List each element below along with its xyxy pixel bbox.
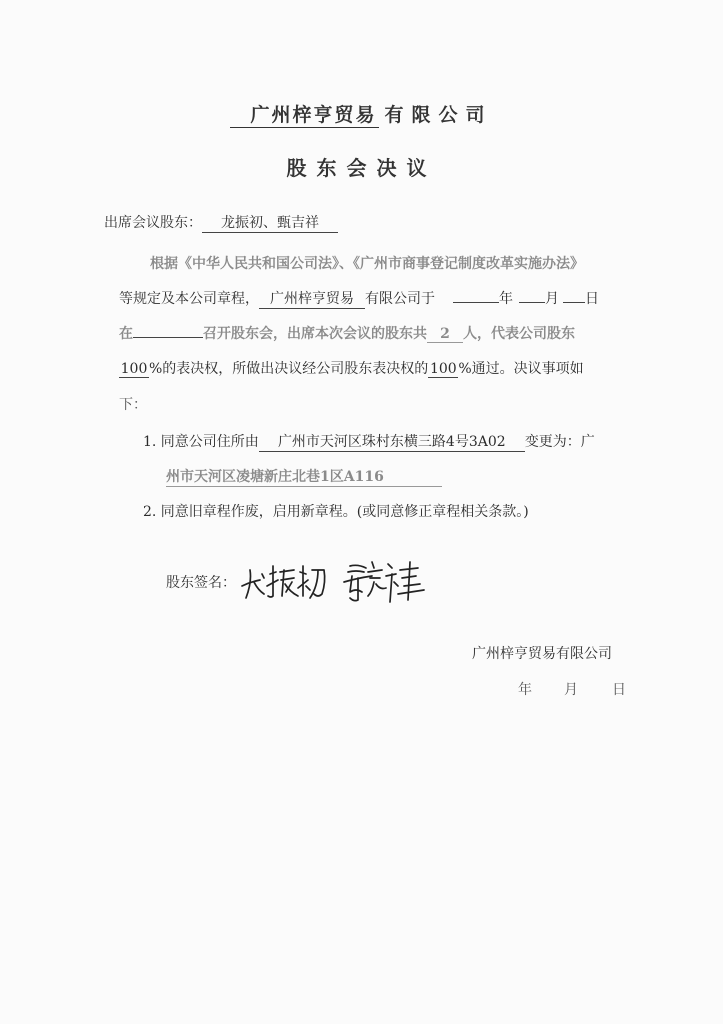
meeting-place-blank <box>133 337 203 338</box>
line2-prefix: 等规定及本公司章程， <box>119 291 259 307</box>
new-address: 州市天河区凌塘新庄北巷1区A116 <box>166 466 442 487</box>
body-line-2 <box>119 288 599 309</box>
vote-percent-1: 100 <box>120 361 148 377</box>
footer-month: 月 <box>564 682 578 698</box>
body-line-4 <box>119 358 584 378</box>
shareholder-signatures <box>240 552 430 604</box>
month-label: 月 <box>545 291 559 307</box>
attendees-names: 龙振初、甄吉祥 <box>202 212 338 233</box>
shareholder-count: 2 <box>427 326 463 343</box>
document-title: 股东会决议 <box>286 156 437 180</box>
body-line-5: 下： <box>119 397 147 413</box>
line3-at: 在 <box>119 326 133 342</box>
law-reference: 根据《中华人民共和国公司法》、《广州市商事登记制度改革实施办法》 <box>150 256 584 272</box>
company-title <box>0 100 723 128</box>
vote-percent-2: 100 <box>429 361 457 377</box>
footer-year: 年 <box>518 682 532 698</box>
line4-tail: %通过。决议事项如 <box>458 361 584 377</box>
old-address: 广州市天河区珠村东横三路4号3A02 <box>259 431 525 452</box>
signature-zhenjixiang <box>344 562 424 602</box>
line4-mid: %的表决权，所做出决议经公司股东表决权的 <box>149 361 429 377</box>
signature-label: 股东签名： <box>166 575 236 591</box>
month-blank <box>519 302 545 303</box>
resolution-1-prefix: 1. 同意公司住所由 <box>143 434 259 450</box>
resolution-1 <box>143 431 595 452</box>
resolution-1-mid: 变更为：广 <box>524 434 595 450</box>
footer-company: 广州梓亨贸易有限公司 <box>472 646 612 662</box>
day-label: 日 <box>585 291 599 307</box>
company-suffix: 有限公司 <box>384 104 493 126</box>
line3-mid: 召开股东会，出席本次会议的股东共 <box>203 326 427 342</box>
line3-tail: 人，代表公司股东 <box>463 326 575 342</box>
footer-day: 日 <box>612 682 626 698</box>
year-blank <box>453 302 499 303</box>
resolution-1-continued <box>166 466 442 487</box>
day-blank <box>563 302 585 303</box>
resolution-2: 2. 同意旧章程作废，启用新章程。(或同意修正章程相关条款。) <box>143 504 529 520</box>
footer-date <box>518 679 626 699</box>
body-line-3 <box>119 323 575 343</box>
company-name: 广州梓亨贸易 <box>230 100 378 128</box>
attendees-label: 出席会议股东： <box>104 215 202 231</box>
line2-mid: 有限公司于 <box>365 291 435 307</box>
attendees-line <box>104 212 338 233</box>
body-company-name: 广州梓亨贸易 <box>259 288 365 309</box>
year-label: 年 <box>499 291 513 307</box>
signature-longzhenchu <box>242 566 325 598</box>
